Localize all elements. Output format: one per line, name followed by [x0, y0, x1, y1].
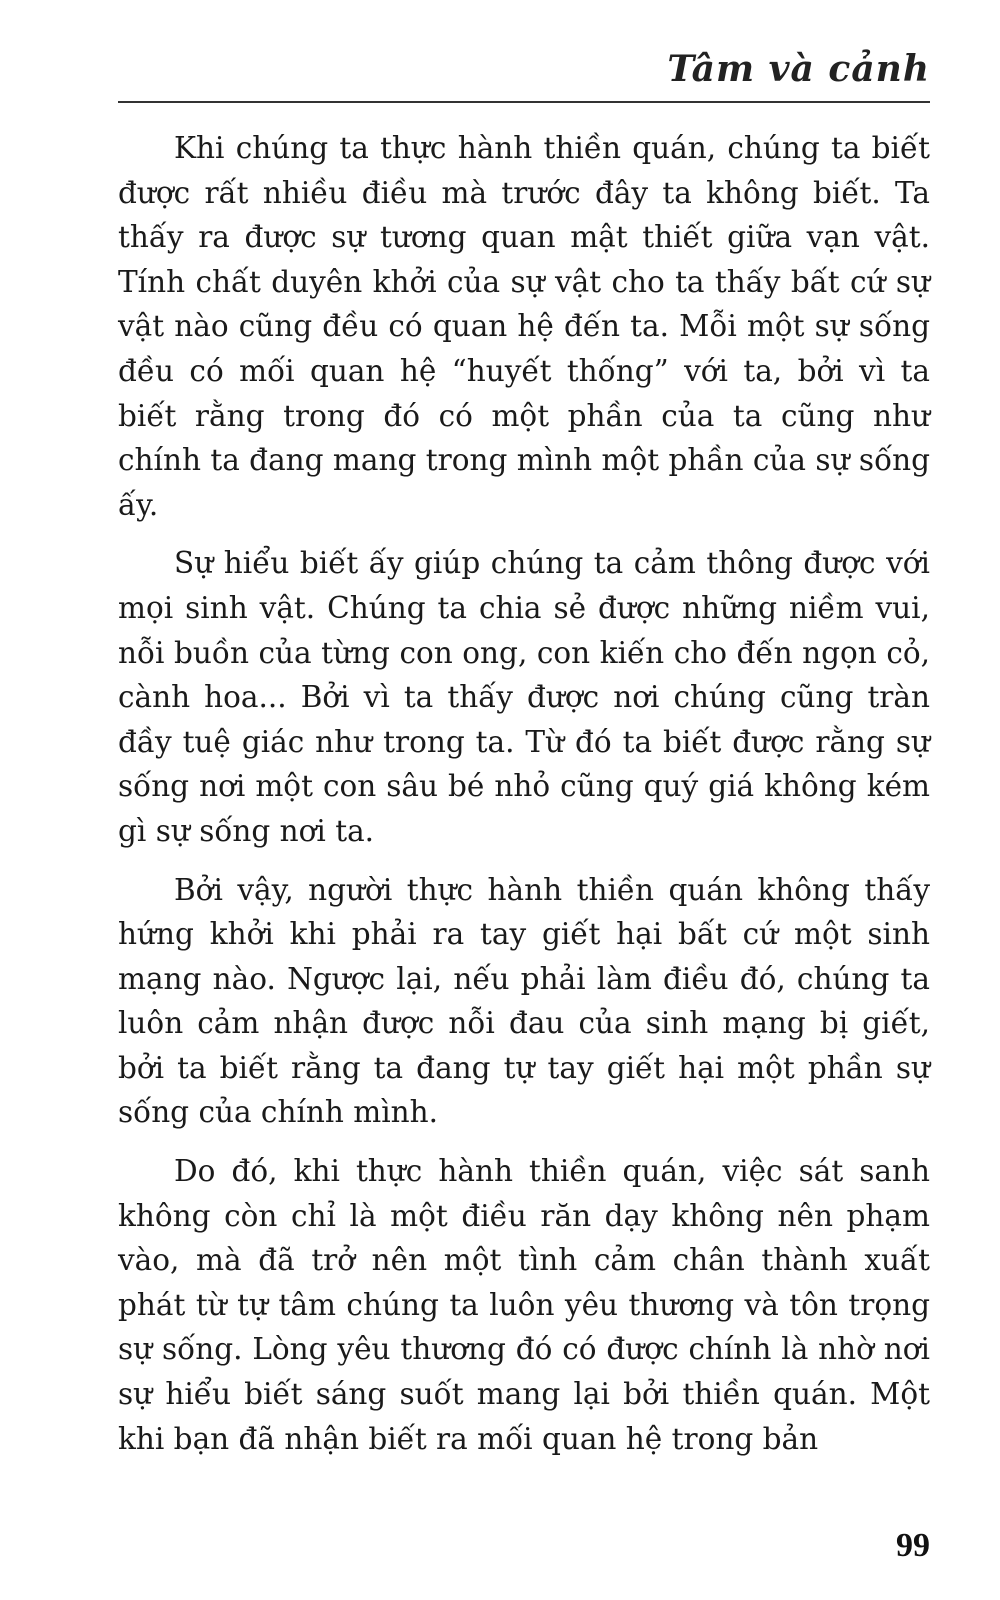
paragraph-3: Bởi vậy, người thực hành thiền quán không thấy hứng khởi khi phải ra tay giết hại bất cứ một sinh mạng nào. Ngược lại, nếu phải làm điều đó, chúng ta luôn cảm nhận được nỗi đau của sinh mạng bị giết, bởi ta biết rằng ta đang tự tay giết hại một phần sự sống của chính mình. [118, 872, 930, 1130]
header-divider [118, 101, 930, 103]
paragraph-4: Do đó, khi thực hành thiền quán, việc sát sanh không còn chỉ là một điều răn dạy không nên phạm vào, mà đã trở nên một tình cảm chân thành xuất phát từ tự tâm chúng ta luôn yêu thương và tôn trọng sự sống. Lòng yêu thương đó có được chính là nhờ nơi sự hiểu biết sáng suốt mang lại bởi thiền quán. Một khi bạn đã nhận biết ra mối quan hệ trong bản [118, 1154, 930, 1456]
book-page [118, 0, 930, 1600]
running-header-title: Tâm và cảnh [667, 48, 930, 90]
page-number: 99 [896, 1527, 930, 1564]
body-text [118, 126, 930, 1475]
paragraph-2: Sự hiểu biết ấy giúp chúng ta cảm thông được với mọi sinh vật. Chúng ta chia sẻ được những niềm vui, nỗi buồn của từng con ong, con kiến cho đến ngọn cỏ, cành hoa... Bởi vì ta thấy được nơi chúng cũng tràn đầy tuệ giác như trong ta. Từ đó ta biết được rằng sự sống nơi một con sâu bé nhỏ cũng quý giá không kém gì sự sống nơi ta. [118, 546, 930, 848]
paragraph-1: Khi chúng ta thực hành thiền quán, chúng ta biết được rất nhiều điều mà trước đây ta không biết. Ta thấy ra được sự tương quan mật thiết giữa vạn vật. Tính chất duyên khởi của sự vật cho ta thấy bất cứ sự vật nào cũng đều có quan hệ đến ta. Mỗi một sự sống đều có mối quan hệ “huyết thống” với ta, bởi vì ta biết rằng trong đó có một phần của ta cũng như chính ta đang mang trong mình một phần của sự sống ấy. [118, 131, 930, 522]
